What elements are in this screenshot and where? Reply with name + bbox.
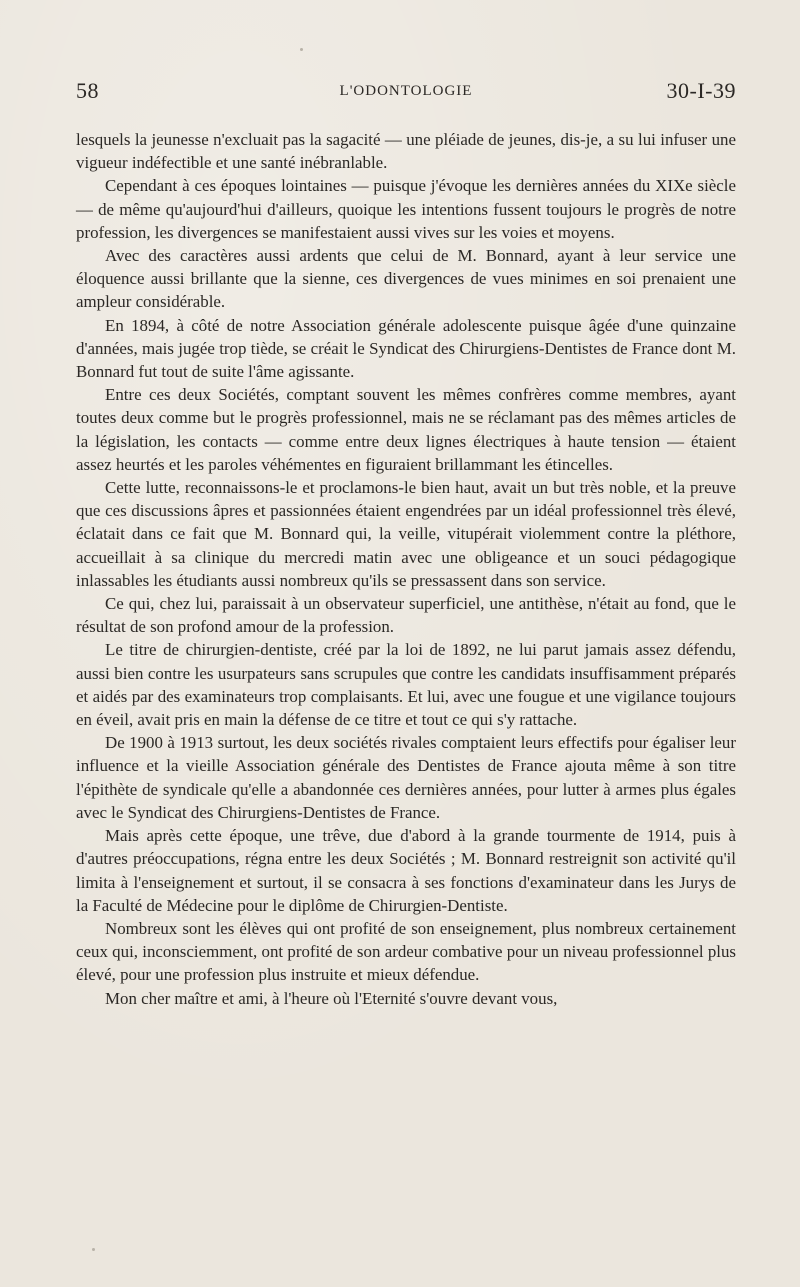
issue-date: 30-I-39: [666, 78, 736, 103]
paper-speck: [92, 1248, 95, 1251]
paragraph-9: De 1900 à 1913 surtout, les deux sociétés rivales comptaient leurs effectifs pour égaliser leur influence et la vieille Association générale des Dentistes de France ajouta même à son titre l'épithète de syndicale qu'elle a abandonnée ces dernières années, pour lutter à armes plus égales avec le Syndicat des Chirurgiens-Dentistes de France.: [76, 733, 736, 822]
page-number: 58: [76, 78, 99, 103]
paragraph-2: Cependant à ces époques lointaines — puisque j'évoque les dernières années du XIXe siècle — de même qu'aujourd'hui d'ailleurs, quoique les intentions fussent toujours le progrès de notre profession, les divergences se manifestaient aussi vives sur les voies et moyens.: [76, 176, 736, 242]
article-body: [76, 128, 736, 1010]
paragraph-5: Entre ces deux Sociétés, comptant souvent les mêmes confrères comme membres, ayant toutes deux comme but le progrès professionnel, mais ne se réclamant pas des mêmes articles de la législation, les contacts — comme entre deux lignes électriques à haute tension — étaient assez heurtés et les paroles véhémentes en figuraient brillammant les étincelles.: [76, 385, 736, 474]
paper-speck: [300, 48, 303, 51]
running-head: [76, 78, 736, 110]
paragraph-10: Mais après cette époque, une trêve, due d'abord à la grande tourmente de 1914, puis à d'autres préoccupations, régna entre les deux Sociétés ; M. Bonnard restreignit son activité qu'il limita à l'enseignement et surtout, il se consacra à ses fonctions d'examinateur dans les Jurys de la Faculté de Médecine pour le diplôme de Chirurgien-Dentiste.: [76, 826, 736, 915]
paragraph-7: Ce qui, chez lui, paraissait à un observateur superficiel, une antithèse, n'était au fond, que le résultat de son profond amour de la profession.: [76, 594, 736, 637]
paragraph-6: Cette lutte, reconnaissons-le et proclamons-le bien haut, avait un but très noble, et la preuve que ces discussions âpres et passionnées étaient engendrées par un idéal professionnel très élevé, éclatait dans ce fait que M. Bonnard qui, la veille, vitupérait violemment contre la pléthore, accueillait à sa clinique du mercredi matin avec une obligeance et un souci pédagogique inlassables les étudiants aussi nombreux qu'ils se pressassent dans son service.: [76, 478, 736, 590]
journal-title: L'ODONTOLOGIE: [339, 83, 473, 99]
paragraph-8: Le titre de chirurgien-dentiste, créé par la loi de 1892, ne lui parut jamais assez défendu, aussi bien contre les usurpateurs sans scrupules que contre les candidats insuffisamment préparés et aidés par des examinateurs trop complaisants. Et lui, avec une fougue et une vigilance toujours en éveil, avait pris en main la défense de ce titre et tout ce qui s'y rattache.: [76, 640, 736, 730]
paragraph-11: Nombreux sont les élèves qui ont profité de son enseignement, plus nombreux certainement ceux qui, inconsciemment, ont profité de son ardeur combative pour un niveau professionnel plus élevé, pour une profession plus instruite et mieux défendue.: [76, 918, 736, 985]
paragraph-1: lesquels la jeunesse n'excluait pas la sagacité — une pléiade de jeunes, dis-je, a su lui infuser une vigueur indéfectible et une santé inébranlable.: [76, 130, 736, 173]
paragraph-4: En 1894, à côté de notre Association générale adolescente puisque âgée d'une quinzaine d'années, mais jugée trop tiède, se créait le Syndicat des Chirurgiens-Dentistes de France dont M. Bonnard fut tout de suite l'âme agissante.: [76, 315, 736, 382]
paragraph-3: Avec des caractères aussi ardents que celui de M. Bonnard, ayant à leur service une éloquence aussi brillante que la sienne, ces divergences de vues minimes en soi prenaient une ampleur considérable.: [76, 246, 736, 312]
paragraph-12: Mon cher maître et ami, à l'heure où l'Eternité s'ouvre devant vous,: [105, 988, 558, 1008]
